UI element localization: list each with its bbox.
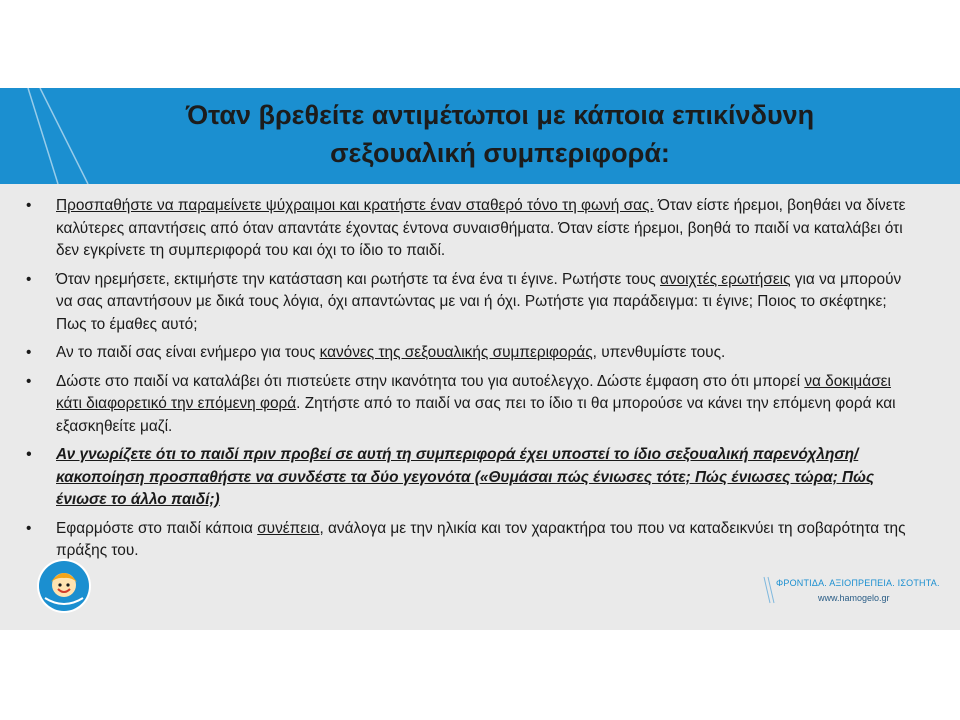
bullet-marker: •	[26, 270, 32, 288]
footer-tagline: ΦΡΟΝΤΙΔΑ. ΑΞΙΟΠΡΕΠΕΙΑ. ΙΣΟΤΗΤΑ.	[776, 578, 940, 588]
slide	[0, 88, 960, 630]
bullet-text: Δώστε στο παιδί να καταλάβει ότι πιστεύετε στην ικανότητα του για αυτοέλεγχο. Δώστε έμφαση στο ότι μπορεί	[56, 372, 805, 390]
title-banner	[0, 88, 960, 184]
bullet-underlined-text: ανοιχτές ερωτήσεις	[659, 270, 791, 288]
title-line-1: Όταν βρεθείτε αντιμέτωποι με κάποια επικίνδυνη	[185, 100, 815, 130]
bullet-text: , υπενθυμίστε τους.	[592, 344, 726, 361]
bullet-marker: •	[26, 446, 32, 463]
bullet-list	[26, 195, 906, 569]
slide-title	[60, 96, 940, 172]
bullet-text: Αν το παιδί σας είναι ενήμερο για τους	[56, 344, 320, 361]
bullet-item	[26, 518, 906, 563]
smile-of-the-child-logo-icon	[36, 558, 92, 614]
bullet-item-emphasized	[26, 444, 906, 512]
bullet-text: . Ζητήστε από το παιδί να σας πει το ίδιο τι θα μπορούσε να κάνει την επόμενη φορά και εξασκηθείτε μαζί.	[56, 395, 896, 435]
bullet-item	[26, 269, 906, 337]
bullet-underlined-text: Προσπαθήστε να παραμείνετε ψύχραιμοι και κρατήστε έναν σταθερό τόνο τη φωνή σας.	[56, 197, 654, 214]
bullet-text: Όταν ηρεμήσετε, εκτιμήστε την κατάσταση και ρωτήστε τα ένα ένα τι έγινε. Ρωτήστε τους	[56, 270, 660, 288]
bullet-underlined-text: συνέπεια	[257, 519, 320, 537]
bullet-marker: •	[26, 519, 32, 537]
bullet-marker: •	[26, 372, 32, 390]
title-line-2: σεξουαλική συμπεριφορά:	[330, 138, 670, 168]
bullet-text: Όταν είστε ήρεμοι, βοηθάει να δίνετε καλύτερες απαντήσεις από όταν απαντάτε έχοντας έντονα συναισθήματα. Όταν είστε ήρεμοι, βοηθά το παιδί να καταλάβει ότι δεν εγκρίνετε τη συμπεριφορά του και όχι το ίδιο το παιδί.	[56, 197, 906, 259]
bullet-text: Εφαρμόστε στο παιδί κάποια	[56, 519, 258, 537]
bullet-underlined-text: κανόνες της σεξουαλικής συμπεριφοράς	[319, 344, 593, 361]
bullet-text: , ανάλογα με την ηλικία και τον χαρακτήρα του που να καταδεικνύει τη σοβαρότητα της πράξης του.	[56, 519, 906, 559]
bullet-marker: •	[26, 197, 32, 214]
bullet-item	[26, 342, 906, 365]
bullet-underlined-text: να δοκιμάσει κάτι διαφορετικό την επόμενη φορά	[56, 372, 891, 412]
bullet-text: για να μπορούν να σας απαντήσουν με δικά τους λόγια, όχι απαντώντας με ναι ή όχι. Ρωτήστε για παράδειγμα: τι έγινε; Ποιος το σκέφτηκε; Πως το έμαθες αυτό;	[56, 270, 902, 333]
bullet-marker: •	[26, 344, 32, 361]
bullet-item	[26, 195, 906, 263]
footer-website: www.hamogelo.gr	[818, 593, 890, 603]
bullet-item	[26, 371, 906, 439]
bullet-text: Αν γνωρίζετε ότι το παιδί πριν προβεί σε αυτή τη συμπεριφορά έχει υποστεί το ίδιο σεξουαλική παρενόχληση/κακοποίηση προσπαθήστε να συνδέστε τα δύο γεγονότα («Θυμάσαι πώς ένιωσες τότε; Πώς ένιωσες τώρα; Πώς ένιωσε το άλλο παιδί;)	[56, 446, 875, 508]
footer-lines-icon	[762, 575, 776, 605]
